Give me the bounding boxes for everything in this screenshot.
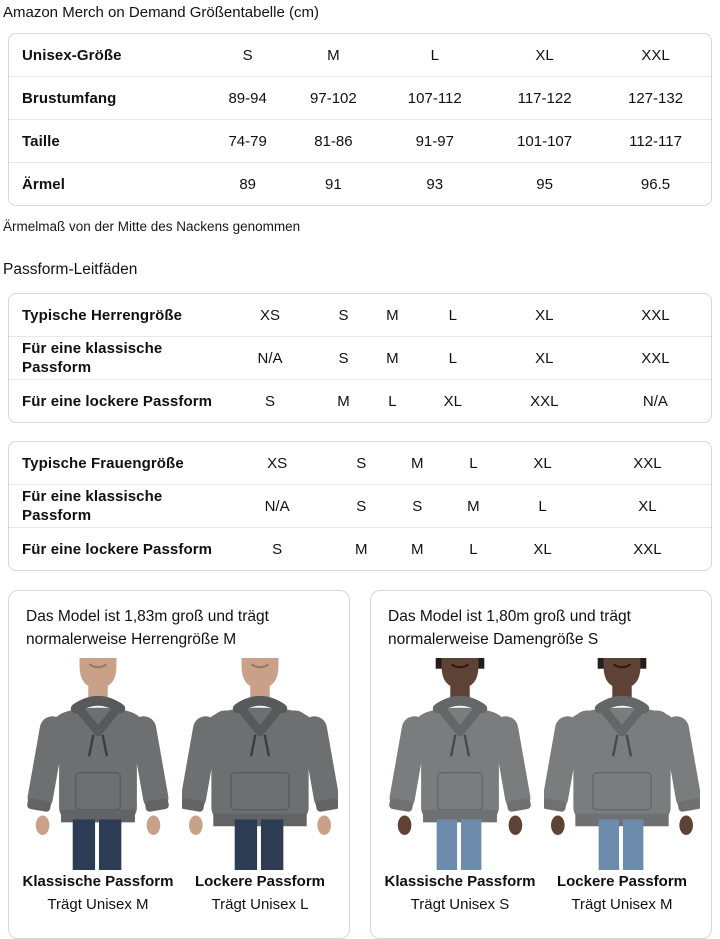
table-row: [9, 294, 711, 337]
size-header-cell: XL: [535, 46, 554, 64]
fit-cell: S: [389, 485, 445, 528]
fit-cell: L: [417, 337, 489, 380]
fit-cell: XS: [267, 454, 288, 472]
model-photo-female-classic: [382, 658, 538, 870]
page-title: Amazon Merch on Demand Größentabelle (cm): [3, 4, 319, 21]
table-row: [9, 485, 711, 528]
fit-cell: M: [411, 454, 424, 472]
fit-cell: XXL: [600, 337, 711, 380]
size-header-cell: L: [430, 46, 439, 64]
row-label: Typische Herrengröße: [22, 306, 183, 324]
fit-cell: XS: [259, 306, 280, 324]
fit-cell: XXL: [584, 528, 711, 571]
fit-cell: L: [448, 306, 458, 324]
size-header-cell: M: [327, 46, 340, 64]
fit-cell: XL: [584, 485, 711, 528]
measure-cell: 101-107: [489, 120, 600, 163]
female-model-card: [370, 590, 712, 939]
table-row: [9, 120, 711, 163]
model-photo-male-loose: [182, 658, 338, 870]
male-model-card: [8, 590, 350, 939]
fit-cell: N/A: [221, 485, 333, 528]
hoodie-figure-illustration: [544, 658, 700, 870]
fit-label: Klassische Passform: [22, 873, 174, 890]
table-row: [9, 380, 711, 423]
fit-cell: XXL: [633, 454, 662, 472]
fit-guides-heading: Passform-Leitfäden: [3, 261, 138, 278]
table-row: [9, 442, 711, 485]
row-label: Für eine klassische Passform: [9, 485, 221, 528]
fit-cell: XL: [417, 380, 489, 423]
unisex-size-table: [8, 33, 712, 206]
row-label: Typische Frauengröße: [22, 454, 184, 472]
model-photo-female-loose: [544, 658, 700, 870]
model-photo-male-classic: [20, 658, 176, 870]
measure-cell: 95: [489, 163, 600, 206]
loose-fit-figure: [182, 658, 338, 914]
model-description: Das Model ist 1,83m groß und trägt normalerweise Herrengröße M: [26, 608, 269, 648]
fit-cell: S: [356, 454, 367, 472]
fit-cell: N/A: [600, 380, 711, 423]
hoodie-figure-illustration: [382, 658, 538, 870]
size-header-cell: S: [242, 46, 253, 64]
fit-cell: N/A: [221, 337, 319, 380]
row-label: Brustumfang: [9, 77, 209, 120]
measure-cell: 89: [209, 163, 286, 206]
row-label: Taille: [9, 120, 209, 163]
loose-fit-figure: [544, 658, 700, 914]
fit-cell: S: [333, 485, 389, 528]
row-label: Ärmel: [9, 163, 209, 206]
worn-size-label: Trägt Unisex M: [47, 896, 149, 913]
fit-cell: XL: [533, 454, 552, 472]
measure-cell: 91-97: [380, 120, 489, 163]
worn-size-label: Trägt Unisex M: [571, 896, 673, 913]
model-description: Das Model ist 1,80m groß und trägt normalerweise Damengröße S: [388, 608, 631, 648]
table-row: [9, 77, 711, 120]
fit-cell: M: [319, 380, 368, 423]
fit-cell: M: [389, 528, 445, 571]
hoodie-figure-illustration: [182, 658, 338, 870]
fit-cell: S: [338, 306, 349, 324]
fit-cell: M: [386, 306, 399, 324]
fit-label: Lockere Passform: [556, 873, 688, 890]
fit-cell: XL: [489, 337, 600, 380]
fit-cell: XL: [501, 528, 583, 571]
fit-cell: S: [221, 380, 319, 423]
fit-cell: M: [368, 337, 417, 380]
row-label: Für eine lockere Passform: [9, 528, 221, 571]
measure-cell: 74-79: [209, 120, 286, 163]
measure-cell: 97-102: [286, 77, 380, 120]
row-label: Für eine klassische Passform: [9, 337, 221, 380]
table-row: [9, 163, 711, 206]
measure-cell: 127-132: [600, 77, 711, 120]
table-row: [9, 34, 711, 77]
fit-cell: L: [469, 454, 478, 472]
measure-cell: 91: [286, 163, 380, 206]
measure-cell: 107-112: [380, 77, 489, 120]
classic-fit-figure: [382, 658, 538, 914]
fit-cell: XXL: [641, 306, 670, 324]
measure-cell: 89-94: [209, 77, 286, 120]
fit-cell: S: [221, 528, 333, 571]
mens-fit-table: [8, 293, 712, 423]
sleeve-measure-note: Ärmelmaß von der Mitte des Nackens genommen: [3, 219, 301, 234]
fit-label: Lockere Passform: [194, 873, 326, 890]
measure-cell: 117-122: [489, 77, 600, 120]
fit-cell: M: [333, 528, 389, 571]
size-header-cell: XXL: [641, 46, 670, 64]
row-label: Unisex-Größe: [22, 46, 122, 64]
classic-fit-figure: [20, 658, 176, 914]
hoodie-figure-illustration: [20, 658, 176, 870]
fit-cell: XXL: [489, 380, 600, 423]
worn-size-label: Trägt Unisex L: [211, 896, 309, 913]
measure-cell: 112-117: [600, 120, 711, 163]
worn-size-label: Trägt Unisex S: [410, 896, 510, 913]
table-row: [9, 528, 711, 571]
row-label: Für eine lockere Passform: [9, 380, 221, 423]
fit-label: Klassische Passform: [384, 873, 536, 890]
measure-cell: 96.5: [600, 163, 711, 206]
fit-cell: S: [319, 337, 368, 380]
fit-cell: XL: [535, 306, 554, 324]
fit-cell: L: [368, 380, 417, 423]
table-row: [9, 337, 711, 380]
fit-cell: M: [445, 485, 501, 528]
measure-cell: 81-86: [286, 120, 380, 163]
measure-cell: 93: [380, 163, 489, 206]
womens-fit-table: [8, 441, 712, 571]
fit-cell: L: [501, 485, 583, 528]
fit-cell: L: [445, 528, 501, 571]
model-cards-row: [8, 590, 712, 939]
